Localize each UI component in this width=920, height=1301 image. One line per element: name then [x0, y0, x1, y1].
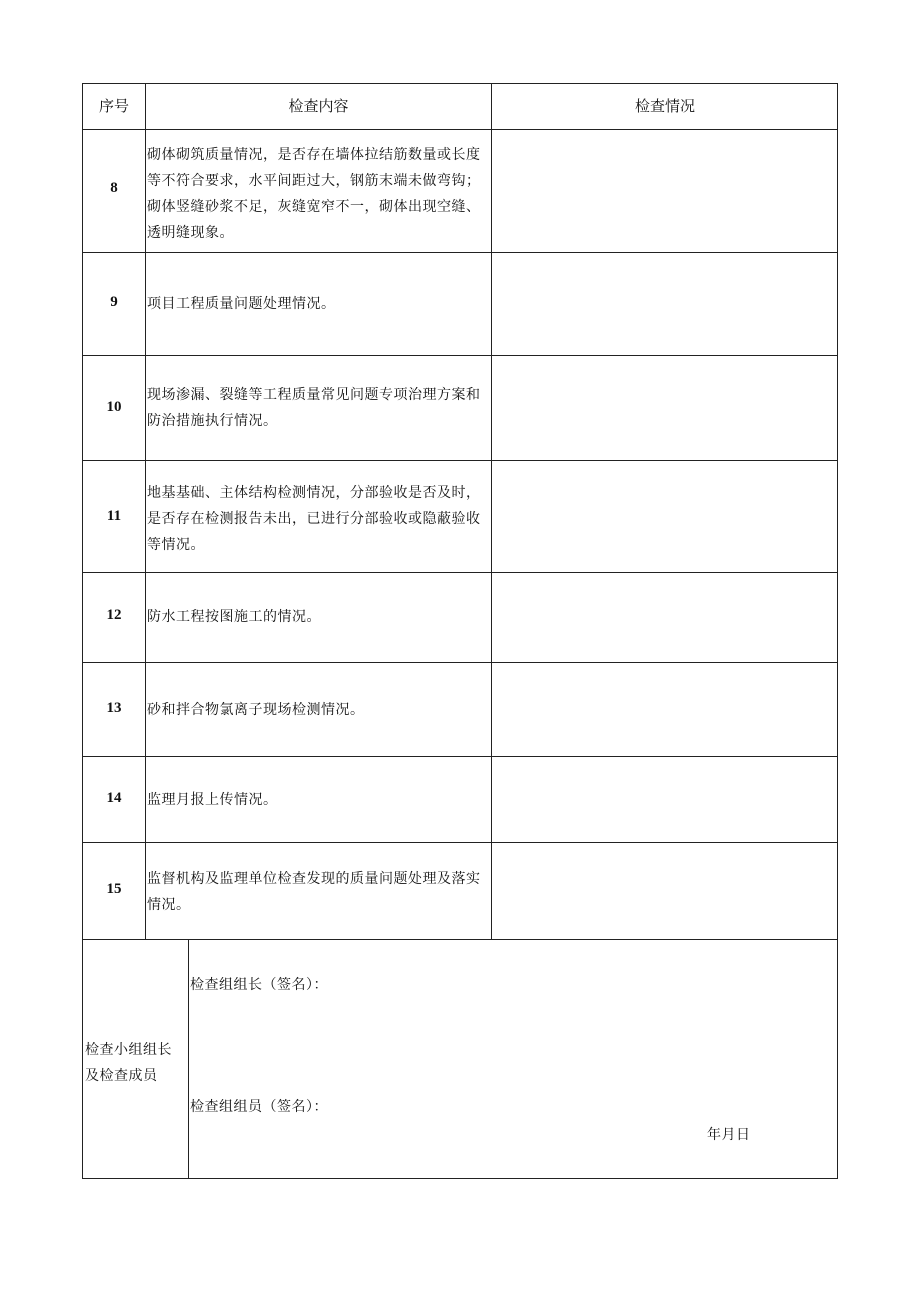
row-number: 11: [106, 508, 122, 524]
row-number: 8: [110, 180, 118, 196]
row-content: 项目工程质量问题处理情况。: [147, 296, 336, 312]
row-content: 现场渗漏、裂缝等工程质量常见问题专项治理方案和防治措施执行情况。: [147, 387, 481, 429]
row-number: 14: [106, 790, 122, 806]
header-content: 检查内容: [288, 98, 349, 115]
result-cell[interactable]: [492, 461, 838, 572]
row-number: 10: [106, 399, 122, 415]
row-content: 地基基础、主体结构检测情况，分部验收是否及时，是否存在检测报告未出，已进行分部验收或隐蔽验收等情况。: [147, 485, 481, 553]
result-cell[interactable]: [492, 757, 838, 842]
row-number: 9: [110, 294, 118, 310]
result-cell[interactable]: [492, 253, 838, 355]
result-cell[interactable]: [492, 663, 838, 756]
member-signature-label: 检查组组员（签名）：: [190, 1099, 328, 1115]
signature-label-line1: 检查小组组长: [85, 1042, 172, 1058]
result-cell[interactable]: [492, 573, 838, 662]
result-cell[interactable]: [492, 130, 838, 252]
header-no: 序号: [98, 98, 129, 115]
row-divider: [83, 939, 838, 940]
inspection-table: [82, 83, 838, 1179]
date-label: 年月日: [707, 1127, 751, 1143]
row-content: 防水工程按图施工的情况。: [147, 609, 321, 625]
row-number: 15: [106, 881, 122, 897]
leader-signature-area[interactable]: [383, 972, 823, 998]
row-number: 12: [106, 607, 122, 623]
row-number: 13: [106, 700, 122, 716]
row-content: 砌体砌筑质量情况，是否存在墙体拉结筋数量或长度等不符合要求，水平间距过大，钢筋末端未做弯钩；砌体竖缝砂浆不足，灰缝宽窄不一，砌体出现空缝、透明缝现象。: [147, 147, 481, 241]
column-divider: [188, 939, 189, 1179]
member-signature-area[interactable]: [383, 1094, 823, 1120]
header-result: 检查情况: [634, 98, 695, 115]
row-content: 砂和拌合物氯离子现场检测情况。: [147, 702, 365, 718]
leader-signature-label: 检查组组长（签名）：: [190, 977, 328, 993]
result-cell[interactable]: [492, 356, 838, 460]
column-divider: [145, 84, 146, 939]
row-content: 监督机构及监理单位检查发现的质量问题处理及落实情况。: [147, 871, 481, 913]
signature-label-line2: 及检查成员: [85, 1068, 158, 1084]
result-cell[interactable]: [492, 843, 838, 939]
row-content: 监理月报上传情况。: [147, 792, 278, 808]
